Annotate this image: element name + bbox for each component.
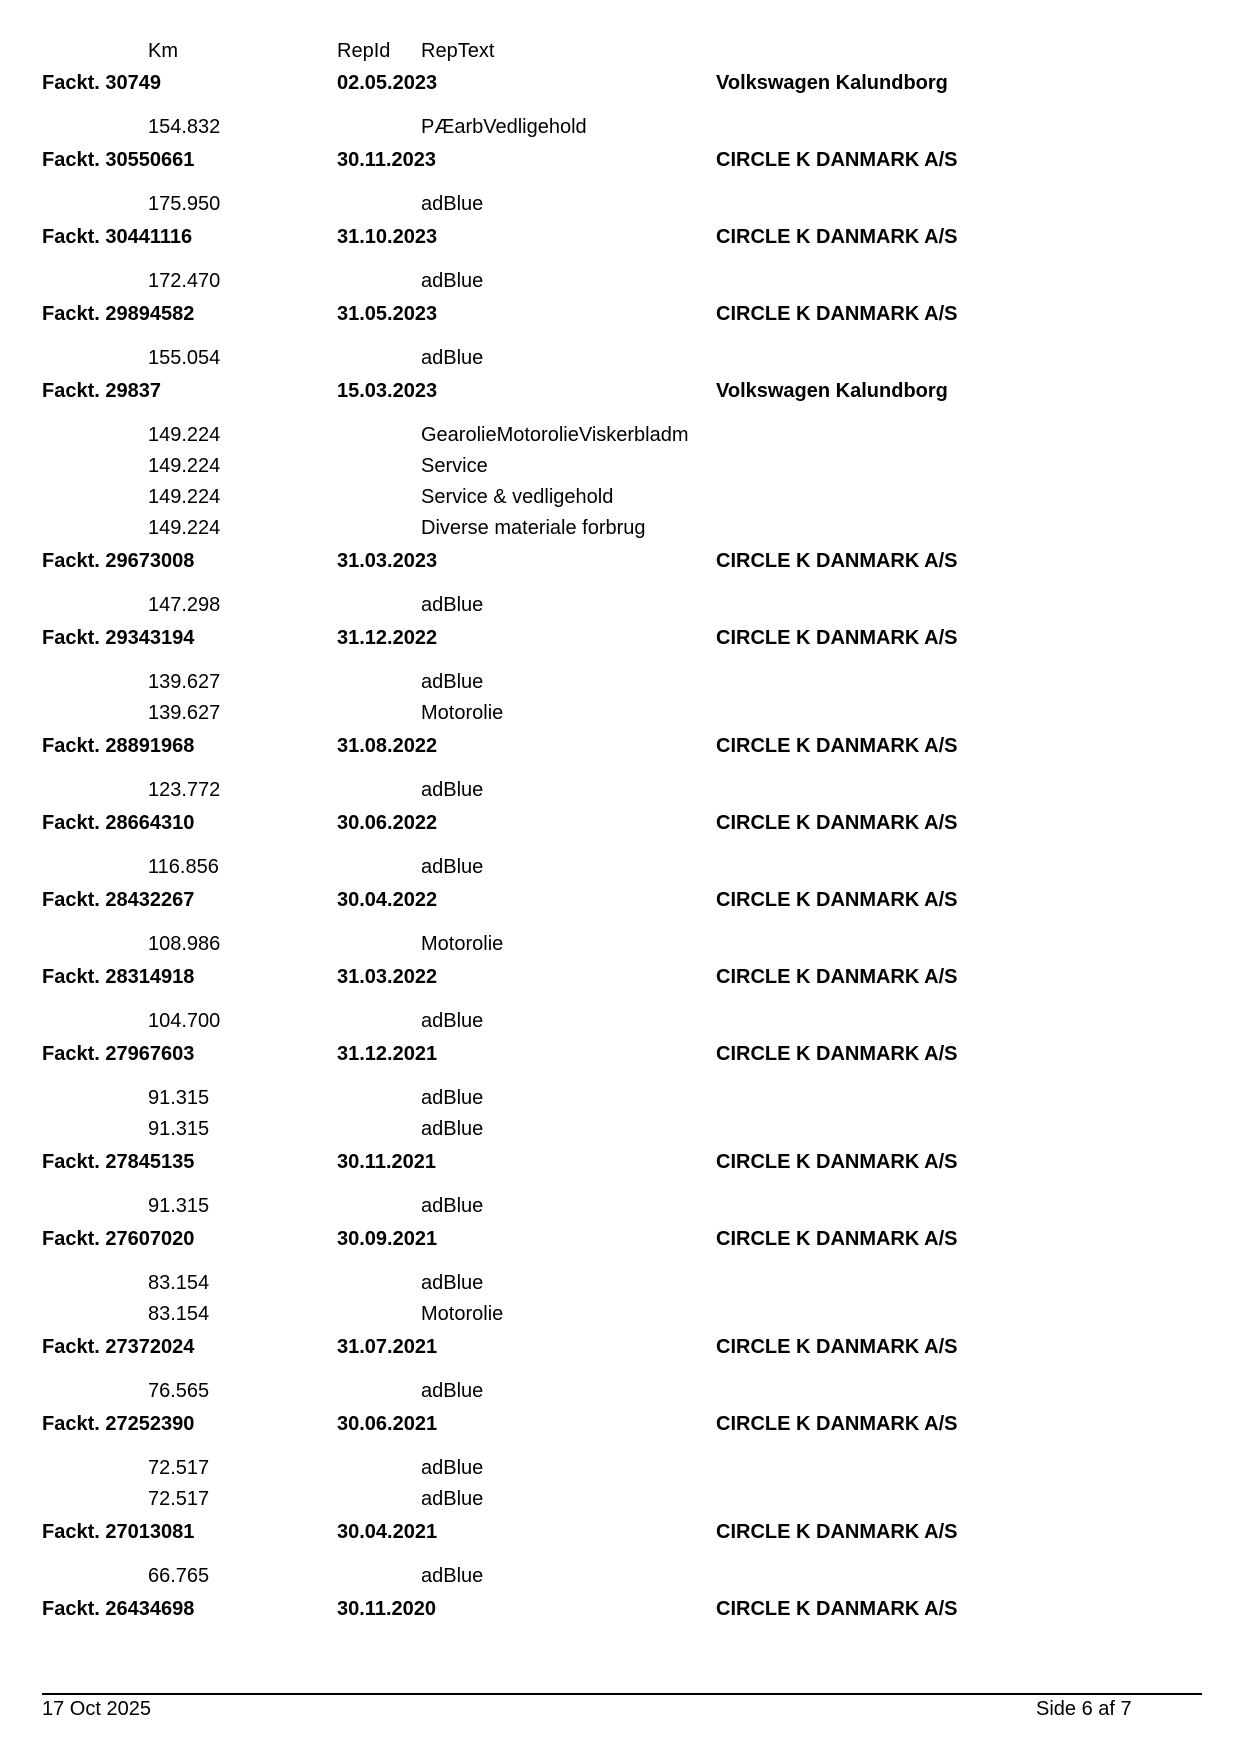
invoice-lines <box>0 762 1240 808</box>
line-reptext: adBlue <box>421 347 484 369</box>
line-reptext: adBlue <box>421 270 484 292</box>
invoice-entry <box>0 731 1240 808</box>
vendor-name: CIRCLE K DANMARK A/S <box>716 1228 958 1250</box>
invoice-row <box>0 546 1240 577</box>
invoice-date: 31.03.2023 <box>337 550 438 572</box>
invoice-number: Fackt. 29837 <box>42 380 161 402</box>
repid-column-header: RepId <box>337 40 391 62</box>
line-km: 91.315 <box>148 1118 210 1140</box>
line-km: 91.315 <box>148 1195 210 1217</box>
invoice-row <box>0 376 1240 407</box>
line-reptext: adBlue <box>421 856 484 878</box>
invoice-entry <box>0 623 1240 731</box>
invoice-row <box>0 885 1240 916</box>
line-km: 72.517 <box>148 1488 210 1510</box>
line-km: 91.315 <box>148 1087 210 1109</box>
invoice-entry <box>0 1039 1240 1147</box>
line-item <box>0 189 1240 220</box>
line-item <box>0 1006 1240 1037</box>
invoice-number: Fackt. 30550661 <box>42 149 195 171</box>
vendor-name: CIRCLE K DANMARK A/S <box>716 1413 958 1435</box>
line-reptext: GearolieMotorolieViskerbladm <box>421 424 689 446</box>
invoice-lines <box>0 253 1240 299</box>
invoice-lines <box>0 1440 1240 1517</box>
invoice-date: 30.06.2022 <box>337 812 438 834</box>
invoice-lines <box>0 176 1240 222</box>
invoice-date: 31.03.2022 <box>337 966 438 988</box>
line-km: 149.224 <box>148 424 221 446</box>
line-km: 147.298 <box>148 594 221 616</box>
invoice-entry <box>0 299 1240 376</box>
invoice-entry <box>0 1594 1240 1625</box>
line-item <box>0 1268 1240 1299</box>
invoice-row <box>0 1409 1240 1440</box>
line-reptext: adBlue <box>421 1457 484 1479</box>
line-km: 83.154 <box>148 1303 210 1325</box>
line-km: 149.224 <box>148 455 221 477</box>
line-item <box>0 1453 1240 1484</box>
invoice-date: 30.04.2021 <box>337 1521 438 1543</box>
line-item <box>0 929 1240 960</box>
invoice-number: Fackt. 27252390 <box>42 1413 195 1435</box>
line-item <box>0 698 1240 729</box>
line-reptext: adBlue <box>421 1272 484 1294</box>
invoice-number: Fackt. 27845135 <box>42 1151 195 1173</box>
invoice-date: 30.06.2021 <box>337 1413 438 1435</box>
vendor-name: CIRCLE K DANMARK A/S <box>716 1598 958 1620</box>
line-reptext: Diverse materiale forbrug <box>421 517 646 539</box>
invoice-row <box>0 1147 1240 1178</box>
page-number: Side 6 af 7 <box>1036 1698 1132 1720</box>
invoice-date: 30.11.2021 <box>337 1151 436 1173</box>
invoice-lines <box>0 654 1240 731</box>
line-km: 139.627 <box>148 671 221 693</box>
line-reptext: PÆarbVedligehold <box>421 116 587 138</box>
invoice-row <box>0 623 1240 654</box>
invoice-lines <box>0 99 1240 145</box>
column-header <box>0 40 1240 68</box>
line-reptext: adBlue <box>421 1118 484 1140</box>
invoice-entry <box>0 1332 1240 1409</box>
line-km: 139.627 <box>148 702 221 724</box>
invoice-date: 02.05.2023 <box>337 72 438 94</box>
invoice-entry <box>0 376 1240 546</box>
invoice-number: Fackt. 28664310 <box>42 812 195 834</box>
invoice-date: 31.07.2021 <box>337 1336 438 1358</box>
invoice-number: Fackt. 26434698 <box>42 1598 195 1620</box>
line-item <box>0 1561 1240 1592</box>
invoice-date: 30.04.2022 <box>337 889 438 911</box>
line-reptext: adBlue <box>421 1488 484 1510</box>
vendor-name: CIRCLE K DANMARK A/S <box>716 889 958 911</box>
line-reptext: Motorolie <box>421 1303 504 1325</box>
footer-date: 17 Oct 2025 <box>42 1698 151 1720</box>
line-km: 172.470 <box>148 270 221 292</box>
line-reptext: adBlue <box>421 594 484 616</box>
invoice-lines <box>0 1255 1240 1332</box>
line-reptext: Motorolie <box>421 933 504 955</box>
invoice-date: 31.05.2023 <box>337 303 438 325</box>
invoice-date: 30.11.2023 <box>337 149 436 171</box>
line-item <box>0 343 1240 374</box>
line-item <box>0 513 1240 544</box>
invoice-date: 31.12.2021 <box>337 1043 438 1065</box>
invoice-row <box>0 1039 1240 1070</box>
vendor-name: CIRCLE K DANMARK A/S <box>716 735 958 757</box>
invoice-number: Fackt. 28432267 <box>42 889 195 911</box>
line-reptext: adBlue <box>421 193 484 215</box>
invoice-list <box>0 68 1240 1625</box>
invoice-number: Fackt. 28314918 <box>42 966 195 988</box>
line-item <box>0 420 1240 451</box>
line-reptext: Service & vedligehold <box>421 486 614 508</box>
line-item <box>0 482 1240 513</box>
line-item <box>0 852 1240 883</box>
vendor-name: CIRCLE K DANMARK A/S <box>716 550 958 572</box>
vendor-name: CIRCLE K DANMARK A/S <box>716 966 958 988</box>
invoice-lines <box>0 839 1240 885</box>
line-item <box>0 112 1240 143</box>
line-reptext: adBlue <box>421 1087 484 1109</box>
vendor-name: CIRCLE K DANMARK A/S <box>716 1336 958 1358</box>
invoice-number: Fackt. 29673008 <box>42 550 195 572</box>
vendor-name: CIRCLE K DANMARK A/S <box>716 303 958 325</box>
invoice-row <box>0 68 1240 99</box>
line-km: 72.517 <box>148 1457 210 1479</box>
invoice-lines <box>0 1178 1240 1224</box>
invoice-entry <box>0 1147 1240 1224</box>
invoice-row <box>0 1517 1240 1548</box>
line-reptext: adBlue <box>421 1380 484 1402</box>
vendor-name: CIRCLE K DANMARK A/S <box>716 812 958 834</box>
invoice-number: Fackt. 27372024 <box>42 1336 195 1358</box>
invoice-date: 31.12.2022 <box>337 627 438 649</box>
invoice-entry <box>0 1517 1240 1594</box>
invoice-number: Fackt. 28891968 <box>42 735 195 757</box>
invoice-number: Fackt. 27967603 <box>42 1043 195 1065</box>
invoice-entry <box>0 222 1240 299</box>
invoice-lines <box>0 330 1240 376</box>
line-km: 154.832 <box>148 116 221 138</box>
vendor-name: CIRCLE K DANMARK A/S <box>716 149 958 171</box>
invoice-lines <box>0 577 1240 623</box>
line-reptext: adBlue <box>421 1195 484 1217</box>
invoice-lines <box>0 407 1240 546</box>
invoice-row <box>0 145 1240 176</box>
invoice-entry <box>0 808 1240 885</box>
line-item <box>0 1376 1240 1407</box>
vendor-name: CIRCLE K DANMARK A/S <box>716 1151 958 1173</box>
vendor-name: Volkswagen Kalundborg <box>716 380 948 402</box>
vendor-name: CIRCLE K DANMARK A/S <box>716 627 958 649</box>
line-item <box>0 1191 1240 1222</box>
line-item <box>0 266 1240 297</box>
line-km: 123.772 <box>148 779 221 801</box>
invoice-date: 30.09.2021 <box>337 1228 438 1250</box>
invoice-number: Fackt. 27607020 <box>42 1228 195 1250</box>
invoice-row <box>0 731 1240 762</box>
page-footer <box>0 1698 1240 1726</box>
invoice-lines <box>0 1070 1240 1147</box>
footer-divider <box>42 1693 1202 1695</box>
invoice-entry <box>0 145 1240 222</box>
line-km: 83.154 <box>148 1272 210 1294</box>
invoice-lines <box>0 993 1240 1039</box>
invoice-row <box>0 222 1240 253</box>
line-km: 108.986 <box>148 933 221 955</box>
line-reptext: adBlue <box>421 1565 484 1587</box>
vendor-name: Volkswagen Kalundborg <box>716 72 948 94</box>
invoice-entry <box>0 1224 1240 1332</box>
invoice-row <box>0 1224 1240 1255</box>
invoice-date: 31.10.2023 <box>337 226 438 248</box>
line-km: 104.700 <box>148 1010 221 1032</box>
invoice-date: 31.08.2022 <box>337 735 438 757</box>
line-item <box>0 667 1240 698</box>
invoice-row <box>0 299 1240 330</box>
vendor-name: CIRCLE K DANMARK A/S <box>716 1043 958 1065</box>
invoice-entry <box>0 885 1240 962</box>
km-column-header: Km <box>148 40 178 62</box>
invoice-number: Fackt. 27013081 <box>42 1521 195 1543</box>
line-item <box>0 1484 1240 1515</box>
invoice-number: Fackt. 30441116 <box>42 226 193 248</box>
line-item <box>0 590 1240 621</box>
invoice-row <box>0 808 1240 839</box>
invoice-entry <box>0 1409 1240 1517</box>
line-km: 155.054 <box>148 347 221 369</box>
invoice-lines <box>0 1548 1240 1594</box>
invoice-row <box>0 1332 1240 1363</box>
invoice-lines <box>0 916 1240 962</box>
vendor-name: CIRCLE K DANMARK A/S <box>716 226 958 248</box>
invoice-number: Fackt. 30749 <box>42 72 161 94</box>
line-item <box>0 775 1240 806</box>
line-item <box>0 1299 1240 1330</box>
invoice-entry <box>0 962 1240 1039</box>
line-item <box>0 1083 1240 1114</box>
invoice-number: Fackt. 29894582 <box>42 303 195 325</box>
line-reptext: Service <box>421 455 488 477</box>
line-km: 149.224 <box>148 486 221 508</box>
invoice-row <box>0 962 1240 993</box>
line-item <box>0 1114 1240 1145</box>
line-km: 76.565 <box>148 1380 210 1402</box>
line-item <box>0 451 1240 482</box>
reptext-column-header: RepText <box>421 40 495 62</box>
line-km: 116.856 <box>148 856 219 878</box>
invoice-lines <box>0 1363 1240 1409</box>
vendor-name: CIRCLE K DANMARK A/S <box>716 1521 958 1543</box>
invoice-date: 30.11.2020 <box>337 1598 436 1620</box>
line-km: 66.765 <box>148 1565 210 1587</box>
line-reptext: adBlue <box>421 779 484 801</box>
invoice-entry <box>0 546 1240 623</box>
line-km: 149.224 <box>148 517 221 539</box>
invoice-date: 15.03.2023 <box>337 380 438 402</box>
line-reptext: adBlue <box>421 671 484 693</box>
line-km: 175.950 <box>148 193 221 215</box>
invoice-entry <box>0 68 1240 145</box>
line-reptext: Motorolie <box>421 702 504 724</box>
invoice-number: Fackt. 29343194 <box>42 627 195 649</box>
line-reptext: adBlue <box>421 1010 484 1032</box>
invoice-row <box>0 1594 1240 1625</box>
